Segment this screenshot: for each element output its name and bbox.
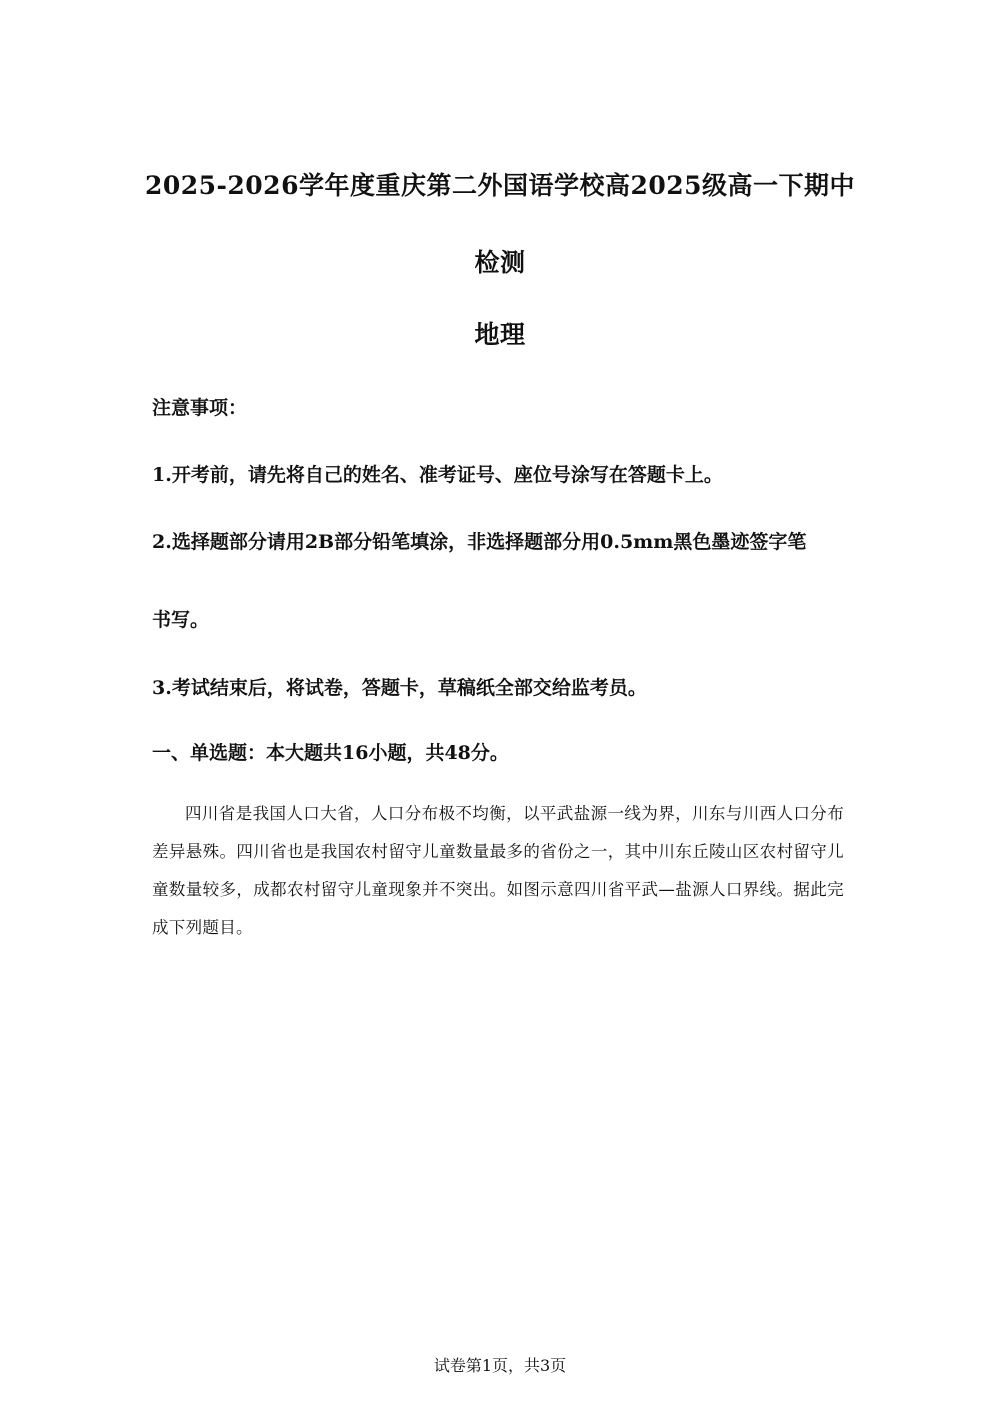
exam-title: 2025-2026学年度重庆第二外国语学校高2025级高一下期中: [144, 171, 856, 200]
exam-title-continued: 检测: [474, 248, 526, 277]
page-footer: 试卷第1页，共3页: [433, 1356, 567, 1375]
reading-passage: 四川省是我国人口大省，人口分布极不均衡，以平武盐源一线为界，川东与川西人口分布差异悬殊。四川省也是我国农村留守儿童数量最多的省份之一，其中川东丘陵山区农村留守儿童数量较多，成都农村留守儿童现象并不突出。如图示意四川省平武—盐源人口界线。据此完成下列题目。: [152, 804, 844, 937]
notice-item-2: 2.选择题部分请用2B部分铅笔填涂，非选择题部分用0.5mm黑色墨迹签字笔: [152, 531, 807, 553]
section-heading: 一、单选题：本大题共16小题，共48分。: [152, 742, 509, 764]
notice-heading: 注意事项：: [152, 397, 248, 419]
notice-item-1: 1.开考前，请先将自己的姓名、准考证号、座位号涂写在答题卡上。: [152, 464, 723, 486]
notice-item-3: 3.考试结束后，将试卷，答题卡，草稿纸全部交给监考员。: [152, 677, 647, 699]
subject-title: 地理: [474, 320, 526, 349]
notice-item-2-continued: 书写。: [152, 609, 210, 631]
